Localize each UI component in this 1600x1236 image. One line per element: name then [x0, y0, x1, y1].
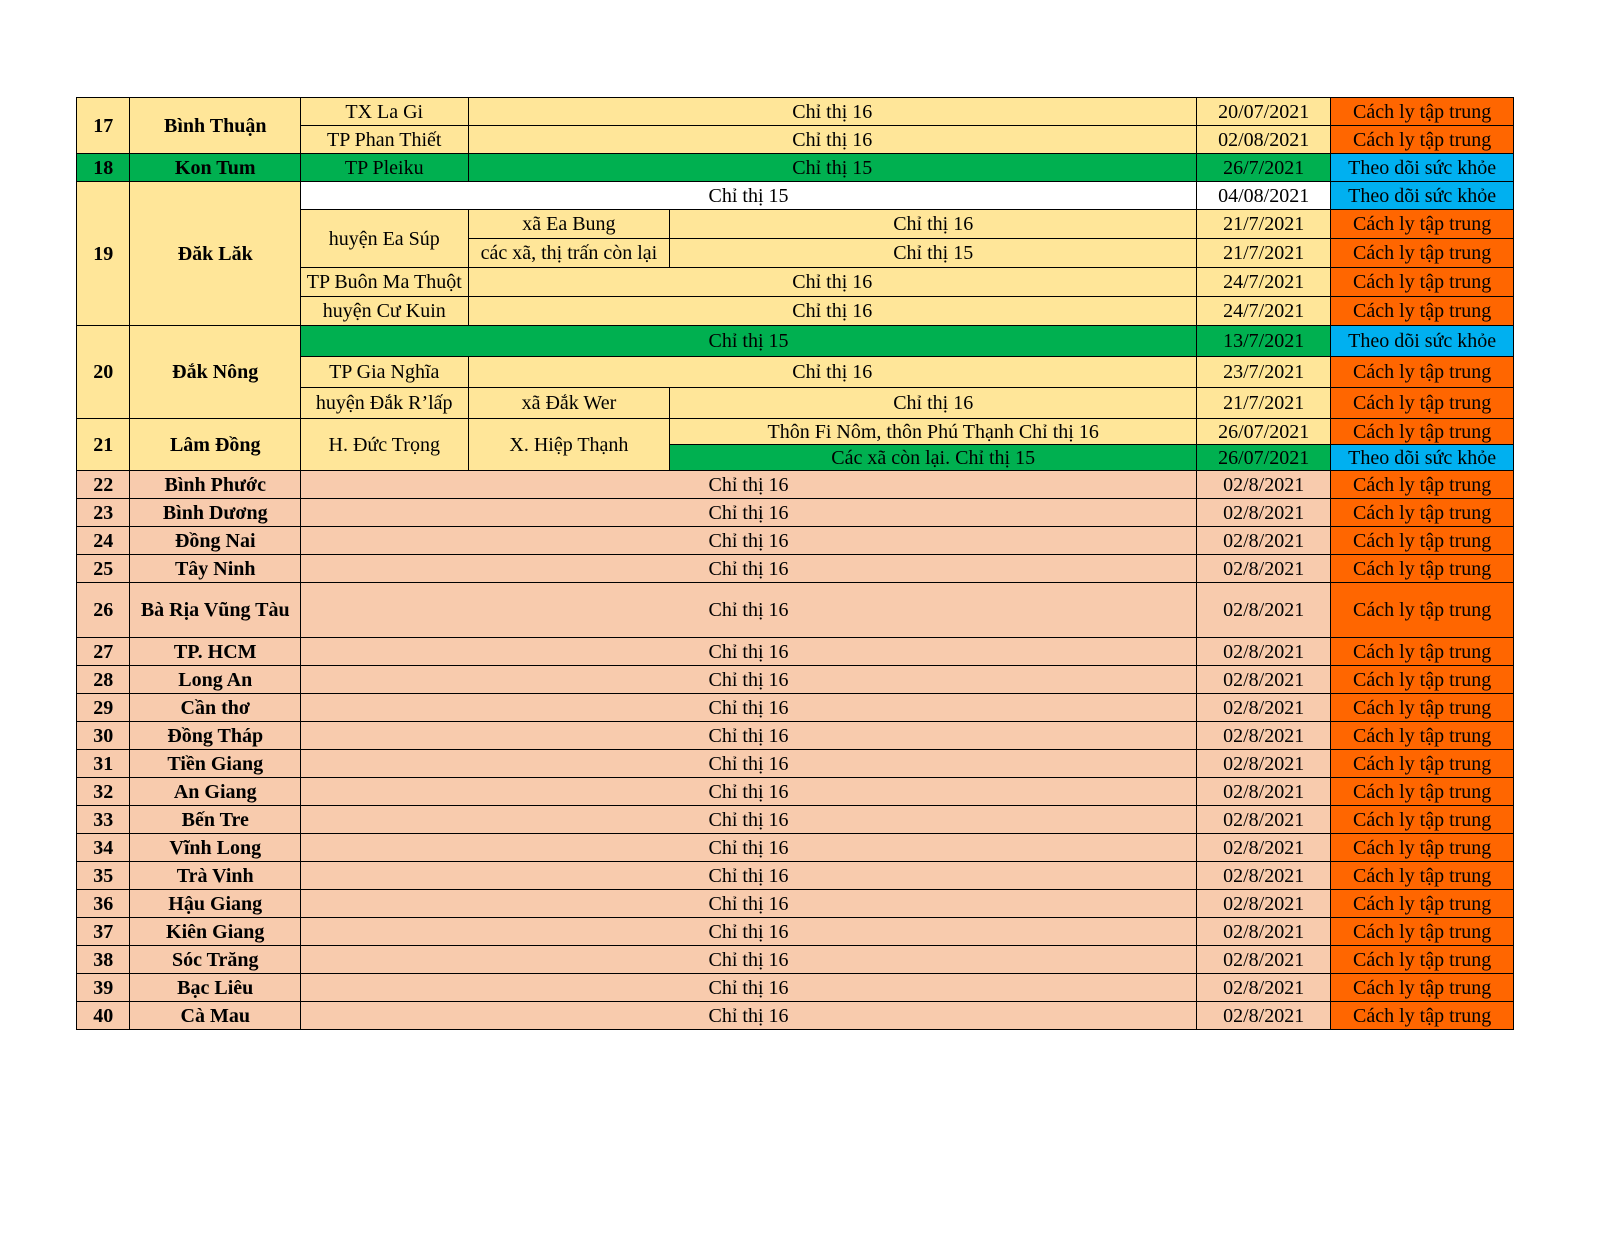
directive-cell: Chỉ thị 16 — [301, 638, 1197, 666]
area-cell: TP Buôn Ma Thuột — [301, 268, 469, 297]
province-name: Trà Vinh — [130, 862, 301, 890]
row-number: 39 — [77, 974, 130, 1002]
measure-cell: Cách ly tập trung — [1331, 357, 1514, 388]
province-name: Vĩnh Long — [130, 834, 301, 862]
table-row — [77, 778, 1514, 806]
directive-cell: Chỉ thị 16 — [670, 210, 1197, 239]
row-number: 22 — [77, 471, 130, 499]
measure-cell: Cách ly tập trung — [1331, 388, 1514, 419]
directive-cell: Chỉ thị 16 — [468, 357, 1197, 388]
area-cell: huyện Ea Súp — [301, 210, 469, 268]
table-row — [77, 694, 1514, 722]
province-name: Đồng Nai — [130, 527, 301, 555]
date-cell: 24/7/2021 — [1197, 297, 1331, 326]
table-row — [77, 555, 1514, 583]
province-name: Bạc Liêu — [130, 974, 301, 1002]
province-name: Đồng Tháp — [130, 722, 301, 750]
row-number: 29 — [77, 694, 130, 722]
measure-cell: Cách ly tập trung — [1331, 890, 1514, 918]
measure-cell: Cách ly tập trung — [1331, 126, 1514, 154]
date-cell: 02/8/2021 — [1197, 666, 1331, 694]
measure-cell: Cách ly tập trung — [1331, 694, 1514, 722]
date-cell: 02/8/2021 — [1197, 555, 1331, 583]
date-cell: 02/8/2021 — [1197, 862, 1331, 890]
directive-cell: Chỉ thị 15 — [301, 182, 1197, 210]
directive-cell: Chỉ thị 16 — [301, 1002, 1197, 1030]
measure-cell: Cách ly tập trung — [1331, 750, 1514, 778]
date-cell: 02/8/2021 — [1197, 722, 1331, 750]
directive-cell: Chỉ thị 16 — [301, 834, 1197, 862]
measure-cell: Cách ly tập trung — [1331, 555, 1514, 583]
table-row — [77, 154, 1514, 182]
measure-cell: Cách ly tập trung — [1331, 583, 1514, 638]
province-name: Hậu Giang — [130, 890, 301, 918]
measure-cell: Theo dõi sức khỏe — [1331, 154, 1514, 182]
table-row — [77, 974, 1514, 1002]
area-cell: H. Đức Trọng — [301, 419, 469, 471]
date-cell: 02/8/2021 — [1197, 778, 1331, 806]
directive-cell: Chỉ thị 16 — [301, 527, 1197, 555]
table-row — [77, 182, 1514, 210]
date-cell: 02/8/2021 — [1197, 918, 1331, 946]
area-cell: TX La Gi — [301, 98, 469, 126]
measure-cell: Cách ly tập trung — [1331, 806, 1514, 834]
row-number: 27 — [77, 638, 130, 666]
table-row — [77, 419, 1514, 445]
province-name: Lâm Đồng — [130, 419, 301, 471]
sub-area-cell: các xã, thị trấn còn lại — [468, 239, 670, 268]
measure-cell: Cách ly tập trung — [1331, 862, 1514, 890]
directive-cell: Thôn Fi Nôm, thôn Phú Thạnh Chỉ thị 16 — [670, 419, 1197, 445]
province-name: Kiên Giang — [130, 918, 301, 946]
directive-cell: Chỉ thị 16 — [670, 388, 1197, 419]
table-row — [77, 471, 1514, 499]
date-cell: 13/7/2021 — [1197, 326, 1331, 357]
province-name: Đắk Nông — [130, 326, 301, 419]
row-number: 34 — [77, 834, 130, 862]
directive-cell: Chỉ thị 16 — [301, 722, 1197, 750]
directive-cell: Chỉ thị 16 — [468, 98, 1197, 126]
measure-cell: Cách ly tập trung — [1331, 527, 1514, 555]
area-cell: huyện Cư Kuin — [301, 297, 469, 326]
table-row — [77, 862, 1514, 890]
date-cell: 24/7/2021 — [1197, 268, 1331, 297]
province-name: Bình Dương — [130, 499, 301, 527]
date-cell: 02/8/2021 — [1197, 834, 1331, 862]
directive-cell: Chỉ thị 16 — [301, 694, 1197, 722]
measure-cell: Cách ly tập trung — [1331, 638, 1514, 666]
measure-cell: Cách ly tập trung — [1331, 722, 1514, 750]
date-cell: 02/8/2021 — [1197, 1002, 1331, 1030]
measure-cell: Cách ly tập trung — [1331, 239, 1514, 268]
date-cell: 02/08/2021 — [1197, 126, 1331, 154]
row-number: 31 — [77, 750, 130, 778]
directive-cell: Chỉ thị 15 — [468, 154, 1197, 182]
row-number: 23 — [77, 499, 130, 527]
province-name: Cà Mau — [130, 1002, 301, 1030]
measure-cell: Theo dõi sức khỏe — [1331, 182, 1514, 210]
directive-cell: Chỉ thị 16 — [301, 499, 1197, 527]
area-cell: huyện Đắk R’lấp — [301, 388, 469, 419]
directive-cell: Chỉ thị 16 — [301, 778, 1197, 806]
measure-cell: Cách ly tập trung — [1331, 946, 1514, 974]
measure-cell: Cách ly tập trung — [1331, 666, 1514, 694]
measure-cell: Cách ly tập trung — [1331, 268, 1514, 297]
province-name: Bến Tre — [130, 806, 301, 834]
directive-cell: Chỉ thị 16 — [301, 946, 1197, 974]
date-cell: 02/8/2021 — [1197, 694, 1331, 722]
row-number: 35 — [77, 862, 130, 890]
directive-cell: Chỉ thị 16 — [301, 974, 1197, 1002]
date-cell: 23/7/2021 — [1197, 357, 1331, 388]
table-row — [77, 722, 1514, 750]
measure-cell: Cách ly tập trung — [1331, 499, 1514, 527]
table-row — [77, 527, 1514, 555]
measure-cell: Cách ly tập trung — [1331, 297, 1514, 326]
province-name: Sóc Trăng — [130, 946, 301, 974]
directive-cell: Chỉ thị 16 — [301, 918, 1197, 946]
province-name: Bình Thuận — [130, 98, 301, 154]
date-cell: 26/07/2021 — [1197, 419, 1331, 445]
province-name: Kon Tum — [130, 154, 301, 182]
row-number: 33 — [77, 806, 130, 834]
table-row — [77, 499, 1514, 527]
sub-area-cell: xã Ea Bung — [468, 210, 670, 239]
province-restrictions-table — [76, 97, 1514, 1030]
date-cell: 02/8/2021 — [1197, 806, 1331, 834]
province-name: Bình Phước — [130, 471, 301, 499]
date-cell: 02/8/2021 — [1197, 527, 1331, 555]
measure-cell: Cách ly tập trung — [1331, 471, 1514, 499]
row-number: 30 — [77, 722, 130, 750]
table-row — [77, 666, 1514, 694]
row-number: 37 — [77, 918, 130, 946]
measure-cell: Cách ly tập trung — [1331, 834, 1514, 862]
row-number: 19 — [77, 182, 130, 326]
row-number: 21 — [77, 419, 130, 471]
date-cell: 02/8/2021 — [1197, 750, 1331, 778]
province-name: Tây Ninh — [130, 555, 301, 583]
table-row — [77, 806, 1514, 834]
table-row — [77, 98, 1514, 126]
date-cell: 21/7/2021 — [1197, 239, 1331, 268]
row-number: 32 — [77, 778, 130, 806]
province-name: Bà Rịa Vũng Tàu — [130, 583, 301, 638]
date-cell: 26/7/2021 — [1197, 154, 1331, 182]
date-cell: 02/8/2021 — [1197, 890, 1331, 918]
directive-cell: Chỉ thị 15 — [670, 239, 1197, 268]
area-cell: TP Pleiku — [301, 154, 469, 182]
measure-cell: Theo dõi sức khỏe — [1331, 445, 1514, 471]
measure-cell: Cách ly tập trung — [1331, 419, 1514, 445]
measure-cell: Cách ly tập trung — [1331, 98, 1514, 126]
sub-area-cell: xã Đắk Wer — [468, 388, 670, 419]
date-cell: 02/8/2021 — [1197, 499, 1331, 527]
measure-cell: Cách ly tập trung — [1331, 778, 1514, 806]
province-name: Long An — [130, 666, 301, 694]
date-cell: 26/07/2021 — [1197, 445, 1331, 471]
table-row — [77, 1002, 1514, 1030]
row-number: 24 — [77, 527, 130, 555]
area-cell: TP Gia Nghĩa — [301, 357, 469, 388]
measure-cell: Cách ly tập trung — [1331, 918, 1514, 946]
table-row — [77, 583, 1514, 638]
row-number: 18 — [77, 154, 130, 182]
directive-cell: Chỉ thị 16 — [301, 862, 1197, 890]
date-cell: 20/07/2021 — [1197, 98, 1331, 126]
date-cell: 02/8/2021 — [1197, 471, 1331, 499]
directive-cell: Chỉ thị 16 — [301, 583, 1197, 638]
date-cell: 21/7/2021 — [1197, 210, 1331, 239]
area-cell: TP Phan Thiết — [301, 126, 469, 154]
row-number: 26 — [77, 583, 130, 638]
directive-cell: Chỉ thị 16 — [301, 750, 1197, 778]
measure-cell: Cách ly tập trung — [1331, 974, 1514, 1002]
table-row — [77, 750, 1514, 778]
table-row — [77, 890, 1514, 918]
directive-cell: Chỉ thị 16 — [301, 471, 1197, 499]
sub-area-cell: X. Hiệp Thạnh — [468, 419, 670, 471]
date-cell: 21/7/2021 — [1197, 388, 1331, 419]
date-cell: 02/8/2021 — [1197, 638, 1331, 666]
province-name: An Giang — [130, 778, 301, 806]
directive-cell: Các xã còn lại. Chỉ thị 15 — [670, 445, 1197, 471]
date-cell: 04/08/2021 — [1197, 182, 1331, 210]
row-number: 17 — [77, 98, 130, 154]
directive-cell: Chỉ thị 15 — [301, 326, 1197, 357]
directive-cell: Chỉ thị 16 — [301, 806, 1197, 834]
province-name: TP. HCM — [130, 638, 301, 666]
table-row — [77, 834, 1514, 862]
measure-cell: Theo dõi sức khỏe — [1331, 326, 1514, 357]
table-row — [77, 638, 1514, 666]
table-row — [77, 918, 1514, 946]
date-cell: 02/8/2021 — [1197, 946, 1331, 974]
table-row — [77, 946, 1514, 974]
province-name: Tiền Giang — [130, 750, 301, 778]
row-number: 40 — [77, 1002, 130, 1030]
measure-cell: Cách ly tập trung — [1331, 210, 1514, 239]
row-number: 20 — [77, 326, 130, 419]
directive-cell: Chỉ thị 16 — [468, 126, 1197, 154]
table-row — [77, 326, 1514, 357]
row-number: 36 — [77, 890, 130, 918]
date-cell: 02/8/2021 — [1197, 974, 1331, 1002]
province-name: Cần thơ — [130, 694, 301, 722]
row-number: 38 — [77, 946, 130, 974]
directive-cell: Chỉ thị 16 — [301, 666, 1197, 694]
directive-cell: Chỉ thị 16 — [468, 268, 1197, 297]
directive-cell: Chỉ thị 16 — [468, 297, 1197, 326]
row-number: 28 — [77, 666, 130, 694]
row-number: 25 — [77, 555, 130, 583]
date-cell: 02/8/2021 — [1197, 583, 1331, 638]
directive-cell: Chỉ thị 16 — [301, 555, 1197, 583]
measure-cell: Cách ly tập trung — [1331, 1002, 1514, 1030]
province-name: Đăk Lăk — [130, 182, 301, 326]
directive-cell: Chỉ thị 16 — [301, 890, 1197, 918]
